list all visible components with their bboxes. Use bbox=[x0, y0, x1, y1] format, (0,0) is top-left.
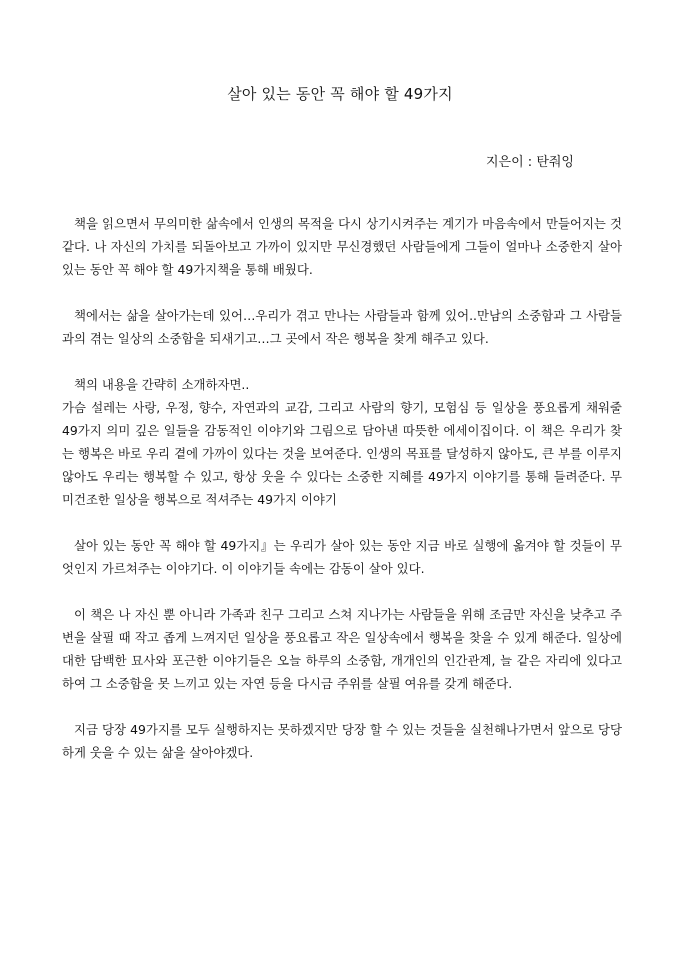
paragraph-6: 이 책은 나 자신 뿐 아니라 가족과 친구 그리고 스쳐 지나가는 사람들을 위해 조금만 자신을 낮추고 주변을 살필 때 작고 좁게 느껴지던 일상을 풍요롭고 작은 일상속에서 행복을 찾을 수 있게 해준다. 일상에 대한 담백한 묘사와 포근한 이야기들은 오늘 하루의 소중함, 개개인의 인간관계, 늘 같은 자리에 있다고 하여 그 소중함을 못 느끼고 있는 자연 등을 다시금 주위를 살필 여유를 갖게 해준다. bbox=[62, 607, 622, 691]
paragraph-2: 책에서는 삶을 살아가는데 있어…우리가 겪고 만나는 사람들과 함께 있어..만남의 소중함과 그 사람들과의 겪는 일상의 소중함을 되새기고…그 곳에서 작은 행복을 찾게 해주고 있다. bbox=[62, 308, 622, 346]
paragraph-3-heading: 책의 내용을 간략히 소개하자면.. bbox=[74, 377, 250, 392]
paragraph-1: 책을 읽으면서 무의미한 삶속에서 인생의 목적을 다시 상기시켜주는 계기가 마음속에서 만들어지는 것 같다. 나 자신의 가치를 되돌아보고 가까이 있지만 무신경했던 사람들에게 그들이 얼마나 소중한지 살아 있는 동안 꼭 해야 할 49가지책을 통해 배웠다. bbox=[62, 216, 622, 277]
document-body bbox=[62, 212, 622, 787]
paragraph-7: 지금 당장 49가지를 모두 실행하지는 못하겠지만 당장 할 수 있는 것들을 실천해나가면서 앞으로 당당하게 웃을 수 있는 삶을 살아야겠다. bbox=[62, 722, 622, 760]
author-line: 지은이 : 탄줘잉 bbox=[486, 155, 574, 170]
paragraph-4: 가슴 설레는 사랑, 우정, 향수, 자연과의 교감, 그리고 사람의 향기, 모험심 등 일상을 풍요롭게 채워줄 49가지 의미 깊은 일들을 감동적인 이야기와 그림으로 담아낸 따뜻한 에세이집이다. 이 책은 우리가 찾는 행복은 바로 우리 곁에 가까이 있다는 것을 보여준다. 인생의 목표를 달성하지 않아도, 큰 부를 이루지 않아도 우리는 행복할 수 있고, 항상 웃을 수 있다는 소중한 지혜를 49가지 이야기를 통해 들려준다. 무미건조한 일상을 행복으로 적셔주는 49가지 이야기 bbox=[62, 400, 622, 507]
document-title: 살아 있는 동안 꼭 해야 할 49가지 bbox=[227, 85, 453, 103]
paragraph-5: 살아 있는 동안 꼭 해야 할 49가지』는 우리가 살아 있는 동안 지금 바로 실행에 옮겨야 할 것들이 무엇인지 가르쳐주는 이야기다. 이 이야기들 속에는 감동이 살아 있다. bbox=[62, 538, 622, 576]
